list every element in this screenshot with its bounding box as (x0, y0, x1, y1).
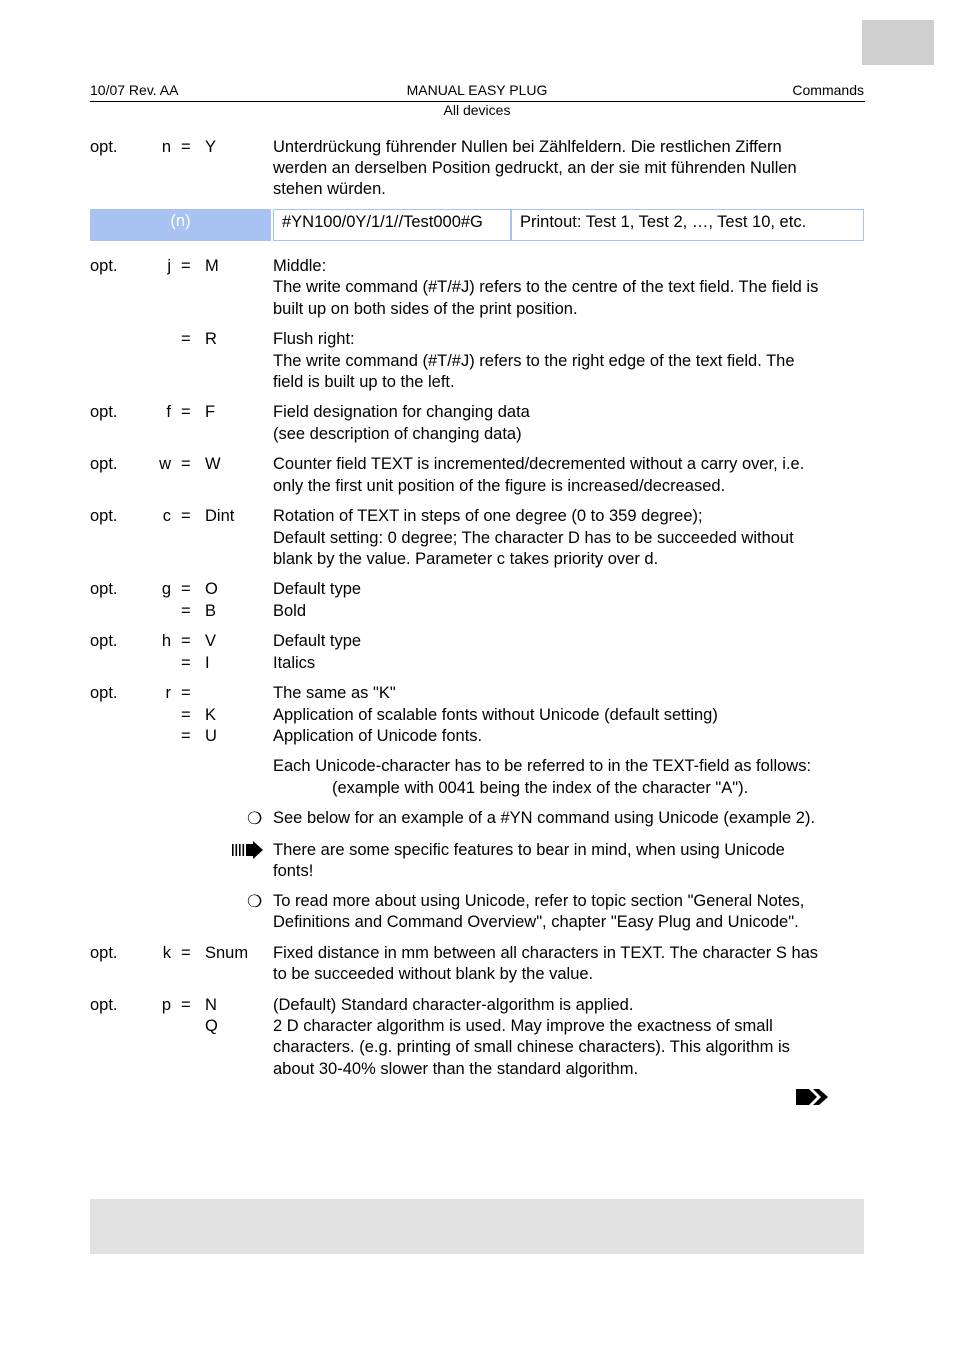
param-j-desc-1a: The write command (#T/#J) refers to the centre of the text field. The field is (273, 278, 819, 296)
param-f-opt: opt. (90, 403, 118, 421)
param-j-letter: j (167, 257, 171, 275)
param-g-desc-2: Bold (273, 602, 307, 620)
param-g-eq-1: = (181, 580, 191, 598)
param-f-desc-2: (see description of changing data) (273, 425, 522, 443)
param-g-value-2: B (205, 602, 217, 620)
param-c-opt: opt. (90, 507, 118, 525)
param-j-value-1: M (205, 257, 219, 275)
param-j-title-2: Flush right: (273, 330, 355, 348)
param-r-eq-3: = (181, 727, 191, 745)
param-c-letter: c (162, 507, 171, 525)
header-revision: 10/07 Rev. AA (90, 82, 179, 98)
param-n-desc-3: stehen würden. (273, 180, 386, 198)
param-p-desc-1: (Default) Standard character-algorithm is applied. (273, 996, 634, 1014)
param-p-value-2: Q (205, 1017, 218, 1035)
example-command: #YN100/0Y/1/1//Test000#G (273, 209, 511, 241)
param-h-value-1: V (205, 632, 217, 650)
param-k-letter: k (162, 944, 171, 962)
param-k-desc-1: Fixed distance in mm between all characters in TEXT. The character S has (273, 944, 819, 962)
arrow-right-icon (231, 841, 263, 859)
param-g-opt: opt. (90, 580, 118, 598)
param-w-eq: = (181, 455, 191, 473)
param-n-eq: = (181, 138, 191, 156)
unicode-warning-1: There are some specific features to bear in mind, when using Unicode (273, 841, 785, 859)
param-n-desc-2: werden an derselben Position gedruckt, an der sie mit führenden Nullen (273, 159, 797, 177)
param-p-letter: p (161, 996, 171, 1014)
param-p-desc-2: 2 D character algorithm is used. May improve the exactness of small (273, 1017, 773, 1035)
param-j-value-2: R (205, 330, 217, 348)
param-k-desc-2: to be succeeded without blank by the value. (273, 965, 594, 983)
param-k-opt: opt. (90, 944, 118, 962)
param-g-eq-2: = (181, 602, 191, 620)
param-p-eq: = (181, 996, 191, 1014)
bullet-circle-icon: ❍ (247, 809, 263, 828)
param-f-eq: = (181, 403, 191, 421)
param-r-desc-3: Application of Unicode fonts. (273, 727, 483, 745)
param-n-opt: opt. (90, 138, 118, 156)
param-r-value-2: K (205, 706, 217, 724)
param-f-letter: f (166, 403, 171, 421)
param-k-value: Snum (205, 944, 249, 962)
param-j-desc-1b: built up on both sides of the print position. (273, 300, 578, 318)
param-w-letter: w (159, 455, 171, 473)
param-g-letter: g (161, 580, 171, 598)
param-c-desc-2: Default setting: 0 degree; The character D has to be succeeded without (273, 529, 794, 547)
param-h-eq-1: = (181, 632, 191, 650)
example-printout: Printout: Test 1, Test 2, …, Test 10, etc. (511, 209, 864, 241)
example-table (90, 209, 864, 241)
param-g-value-1: O (205, 580, 218, 598)
header-subtitle: All devices (443, 102, 511, 118)
param-r-letter: r (165, 684, 171, 702)
param-h-opt: opt. (90, 632, 118, 650)
unicode-reference-1: To read more about using Unicode, refer to topic section "General Notes, (273, 892, 805, 910)
param-j-opt: opt. (90, 257, 118, 275)
param-j-eq-2: = (181, 330, 191, 348)
param-j-eq-1: = (181, 257, 191, 275)
param-n-value: Y (205, 138, 217, 156)
example-label: (n) (90, 209, 271, 241)
param-g-desc-1: Default type (273, 580, 362, 598)
param-c-eq: = (181, 507, 191, 525)
param-n-letter: n (161, 138, 171, 156)
param-r-eq-2: = (181, 706, 191, 724)
param-w-desc-1: Counter field TEXT is incremented/decremented without a carry over, i.e. (273, 455, 805, 473)
param-h-letter: h (161, 632, 171, 650)
param-h-desc-2: Italics (273, 654, 316, 672)
unicode-example-ref: See below for an example of a #YN command using Unicode (example 2). (273, 809, 816, 827)
unicode-note-2: (example with 0041 being the index of the character "A"). (332, 779, 749, 797)
param-r-eq-1: = (181, 684, 191, 702)
header-section: Commands (792, 82, 864, 98)
corner-tab (862, 20, 934, 65)
param-f-desc-1: Field designation for changing data (273, 403, 530, 421)
footer-band (90, 1199, 864, 1254)
param-p-value-1: N (205, 996, 217, 1014)
unicode-reference-2: Definitions and Command Overview", chapter "Easy Plug and Unicode". (273, 913, 799, 931)
header-title: MANUAL EASY PLUG (406, 82, 548, 98)
param-r-desc-1: The same as "K" (273, 684, 396, 702)
param-j-desc-2a: The write command (#T/#J) refers to the right edge of the text field. The (273, 352, 795, 370)
unicode-warning-2: fonts! (273, 862, 314, 880)
param-c-value: Dint (205, 507, 235, 525)
param-r-desc-2: Application of scalable fonts without Unicode (default setting) (273, 706, 718, 724)
param-n-desc-1: Unterdrückung führender Nullen bei Zählfeldern. Die restlichen Ziffern (273, 138, 782, 156)
double-arrow-icon (795, 1087, 829, 1107)
param-j-desc-2b: field is built up to the left. (273, 373, 455, 391)
param-p-desc-4: about 30-40% slower than the standard algorithm. (273, 1060, 639, 1078)
param-c-desc-3: blank by the value. Parameter c takes priority over d. (273, 550, 659, 568)
param-h-desc-1: Default type (273, 632, 362, 650)
param-r-opt: opt. (90, 684, 118, 702)
param-p-desc-3: characters. (e.g. printing of small chinese characters). This algorithm is (273, 1038, 790, 1056)
param-r-value-3: U (205, 727, 217, 745)
param-f-value: F (205, 403, 216, 421)
param-h-eq-2: = (181, 654, 191, 672)
param-p-opt: opt. (90, 996, 118, 1014)
param-c-desc-1: Rotation of TEXT in steps of one degree (0 to 359 degree); (273, 507, 703, 525)
param-k-eq: = (181, 944, 191, 962)
param-w-desc-2: only the first unit position of the figure is increased/decreased. (273, 477, 726, 495)
param-w-value: W (205, 455, 221, 473)
unicode-note-1: Each Unicode-character has to be referred to in the TEXT-field as follows: (273, 757, 812, 775)
param-w-opt: opt. (90, 455, 118, 473)
param-j-title-1: Middle: (273, 257, 327, 275)
param-h-value-2: I (205, 654, 210, 672)
bullet-circle-icon: ❍ (247, 892, 263, 911)
